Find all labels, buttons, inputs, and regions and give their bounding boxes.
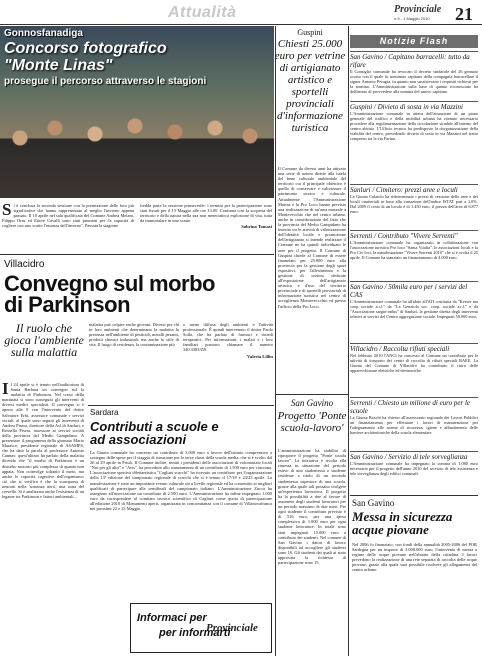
- article1-text-col1: i è conclusa la seconda sessione con la premiazione delle foto più significative che hanno rappresentato al meglio l'inverno appena passato. Il 10 aprile nel sala qualificata del Comune Andrea Melani, Filippo Orru ed Ettore Cavalli sono stati premiati per l'a capacità di cogliere con uno scatto l'essenza dell'inverno". Passata la stagione: [2, 203, 134, 229]
- flash-item-headline: Serrenti / Contributo "Vivere Serrenti": [350, 230, 478, 240]
- article2-text-col3: o meno diffusa degli ambienti e l'attività professionale. È quindi intervenuto il dottor Paolo Solla, che ha parlato di farmaci e rimedi terapeutici. Per informazioni, i malati e i loro familiari possono chiamare il numero 340.3383359.: [183, 322, 273, 353]
- flash-item: [350, 397, 478, 449]
- flash-item-body: La Giunta Boschi ha chiesto all'assessorato regionale dei Lavori Pubblici un finanziamento per effettuare i lavori di manutenzione per l'adeguamento alle norme di sicurezza, igiene e abbattimento delle barriere architettoniche della scuola elementare.: [350, 415, 478, 435]
- flash-item-headline: Sanluri / Cimitero: prezzi aree e loculi: [350, 184, 478, 194]
- flash-item-body: Nel febbraio 2010 l'ANCI ha concesso al Comune un contributo per le attività di trasporto dei centri di raccolta di rifiuti speciali RAEE. La Giunta del Comune di Villacidro ha contribuito il ritiro delle apparecchiature elettriche ed elettroniche.: [350, 353, 478, 373]
- article2-deck: Il ruolo che gioca l'ambiente sulla malattia: [4, 321, 84, 359]
- article5-text: L'amministrazione ha stabilito di riproporre il progetto "Ponte scuola lavoro". La iniziativa è rivolta alla rimessa in situazione del periodo estivo di uno studentessa o studente residente a titolo di un secondo studentessa superiore di una scuola, grazie alla quale tali possano svolgere un'esperienza lavorativa. Il progetto ha la possibilità a due al favore di assumere degli studenti lavoratori per un periodo massimo di due mesi. Per ogni studente il contributo previsto è di 516 euro, per una spesa complessiva di 1.000 euro per ogni studente lavoratore. In totale sono stati impegnati 15.000 euro a contributo dei studenti. Nel comune di San Gavino i datori di lavoro disponibili ad accogliere gli studenti sono 16. Gli studenti dai quali ai stato approvata la richiesta di partecipazione sono 15.: [278, 448, 346, 566]
- divider: [88, 405, 274, 406]
- article1-col2: [140, 203, 272, 229]
- photo-title-line1: Concorso fotografico: [4, 40, 167, 57]
- article5-body: [278, 448, 346, 654]
- photo-story-title: [4, 40, 167, 74]
- flash-item: [350, 230, 478, 278]
- flash-item-headline: San Gavino / Servizio di tele sorveglianza: [350, 451, 478, 461]
- page-header: [0, 0, 482, 22]
- article3-kicker: Sardara: [90, 408, 119, 417]
- flash-item-body: L'Amministrazione comunale ha organizzato in collaborazione con l'associazione turistica Pro loco "Santa Vitalia", le associazioni locali e la Pro Civ loci, la manifestazione "Vivere Serrenti 2010" che si è svolta il 25 aprile. Il Comune ha stanziato un finanziamento di 4.000 euro.: [350, 240, 478, 260]
- flash-item-body: L'Amministrazione comunale ha affidato all'ATI costituita da "Kesser ma coop sociale a.r.l." da "La Genziola soc. coop. sociale a.r.l." e da "Associazione sargin-onlus" di Sanluri, la gestione diretta degli interventi relativi ai servizi del Centro aggregazione sociale. Impegnati 50.000 euro.: [350, 299, 478, 319]
- flash-item-headline: Serrenti / Chiesto un milione di euro per le scuole: [350, 397, 478, 415]
- flash-item: [350, 343, 478, 395]
- divider: [276, 394, 348, 395]
- flash-item-headline: San Gavino / Capitano barracelli: tutto da rifare: [350, 51, 478, 69]
- divider: [350, 495, 478, 496]
- article2-col1: [2, 382, 84, 656]
- flash-item-body: L'Amministrazione comunale ha impegnato la somma di 1.080 euro necessaria per il progetto dell'anno 2010 del servizio di tele assistenza e tele sorveglianza degli edifici comunali.: [350, 461, 478, 476]
- dropcap: I: [2, 382, 9, 398]
- article4-body: [278, 166, 346, 390]
- article3-headline: [90, 420, 272, 446]
- article2-text-col2: malattia può colpire anche giovani. Diversi per chi in loro ambienti che determinano la malattia la presenza nell'ambiente di pesticidi, metalli pesanti, prodotti chimici industriali, ma anche lo stile di vita. Il luogo di residenza, la contaminazione più: [89, 322, 179, 348]
- photo-story-kicker: Gonnosfanadiga: [4, 28, 83, 39]
- flash-item-body: Il Consiglio comunale ha revocato il decreto sindacale del 26 gennaio scorso con il quale fu nominato capitano della compagnia barracellare il signor Antonio Perugia, in quanto non sussistevano i requisiti richiesti per la nomina. L'Amministrazione sulla base di quanto riconosciuto ha deliberato di provvedere alla nomina del nuovo capitano.: [350, 69, 478, 94]
- article4-text: Il Comune da diversi anni ha attivato una serie di azioni dirette alla tutela del bene culturale ambientale del territorio cui il principale obiettivo è quello di conservare e valorizzare il patrimonio storico e culturale. Attualmente l'Amministrazione Marras e la Pro Loco hanno previsto una realizzazione di un'area museale a Montevecchio che nel centro urbano, anche in considerazione del fatto che la provincia del Medio Campidano ha inserito tra le attività di valorizzazione dell'identità locale e promozione dell'artigianato si intende realizzare il Comune ne ha quindi individuato le aree per il progetto. Il Comune di Guspini chiede al Comune di essere finanziato per 25.000 euro alla provincia per la gestione degli spazi espositivi, per l'allestimento e la gestione di sezioni dedicate all'esposizione dell'artigianato artistico e d'uso del territorio provinciale e di sportelli provinciali di informazione turistica nel centro di accoglienza Monteveccchio ed presso l'ufficio della Pro Loco.: [278, 166, 346, 309]
- section-title: Attualità: [168, 4, 237, 21]
- notizie-flash-header: Notizie Flash: [350, 35, 478, 48]
- article3-text: La Giunta comunale ha concesso un contributo di 3.000 euro a favore dell'istituto comprensivo a sostegno delle spese per il viaggio di istruzione per le terze classi della scuola media, che si è svolto dal 26 al 29 aprile in Friuli. Il Comune inoltre, sentiti i presidenti delle associazioni di volontariato locali "Noi per gli altri" e "Avis", ha proceduto allo stanziamento di un contributo di 1.500 euro per ciascuna. L'associazione sportiva dilettantistica "Cagliari scacchi" ha ricevuto un contributo per l'organizzazione della 13ª edizione del campionato regionale di scacchi che si è tenuto il 17/18 e 24/25 aprile. La manifestazione è stato un importante evento culturale sia a livello regionale ed ha consentito ai migliori qualificati di partecipare alle semifinali del campionato italiano. L'Amministrazione Zucca ha assegnato all'associazione un contributo di 2.500 euro. L'Amministrazione ha infine impegnato 1.000 euro da corrispondere al comitato tecnico scientifico di Cagliari come quota di partecipazione all'edizione 2010 di Monumenti aperti, organizzata in concomitanza con il comune di Villanovafranca nei prossimi 22 e 23 Maggio.: [90, 450, 272, 512]
- flash-item: [350, 281, 478, 341]
- article2-col3: [183, 322, 273, 402]
- photo-story-subtitle: prosegue il percorso attraverso le stagioni: [4, 76, 207, 87]
- article3-body: [90, 450, 272, 598]
- flash-item-body: La Giunta Calaiolo ha rideterminato i prezzi di cessione delle aree e dei loculi cimiteriali in base alla variazione dell'indice ISTAT pari a 1,0%. Dal 2009 il costo di un loculo è di 1.450 euro, il prezzo dell'area di 6.877 euro.: [350, 194, 478, 214]
- flash-item-headline: Guspini / Divieto di sosta in via Mazzini: [350, 101, 478, 111]
- byline: Sabrina Tomasi: [241, 224, 272, 230]
- issue-date: n.9 - 1 Maggio 2010: [394, 16, 430, 21]
- article6-text: Nel 2006 fu finanziato, con fondi della annualità 2005-2006 del POR Sardegna per un importo di 3.000.000 euro, l'intervento di messa a regime delle acque piovane nell'abitato della cittadina. I lavori prevedono la realizzazione di una rete separata di raccolta delle acque piovane, grazie alla quale sarà possibile risolvere gli allagamenti del centro urbano.: [352, 542, 477, 573]
- article4-headline: Chiesti 25.000 euro per vetrine di artigianato artistico e sportelli provinciali d'informazione turistica: [274, 38, 346, 134]
- article4-kicker: Guspini: [297, 28, 323, 37]
- flash-item-headline: San Gavino / 50mila euro per i servizi del CAS: [350, 281, 478, 299]
- masthead-logo: Provinciale: [394, 4, 442, 15]
- photo-title-line2: "Monte Linas": [4, 57, 113, 74]
- article2-col2: [89, 322, 179, 402]
- dropcap: S: [2, 200, 12, 219]
- article6-body: [352, 542, 477, 654]
- article1-col1: [2, 200, 134, 229]
- photo-story-image: [0, 26, 274, 198]
- article2-headline: [4, 273, 274, 315]
- headline-line2: ad associazioni: [90, 432, 187, 447]
- column-separator: [348, 26, 349, 656]
- article6-kicker: San Gavino: [352, 498, 395, 508]
- headline-line2: di Parkinson: [4, 292, 131, 317]
- article2-text-col1: l 24 aprile si è tenuto nell'auditorium di Santa Barbara un convegno sul la malattia di Parkinson. Nel corso della mattinata si sono susseguiti gli interventi di diversi medici specialisti. Il convegno si è aperto alle 9 con l'intervento del dottor Salvatore Erbì, assessore comunale r servizi sociali, al quale sono seguiti gli interventi di Andrea Pisera, direttore della Asl di Sanluri, e Rossella Pisera, assessore ai servizi sociali della provincia del Medio Campidano. A presentare il programma della giornata Mario Marasco, presidente regionale di ASAMPS, che ha dato la parola al professore Antonio Cannas: quest'ultimo ha parlato della malattia dicendo che "il morbo di Parkinson è un disturbo motorio più complesso di quanto non appaia. Non coinvolge soltanto il moto, ma anche le capacità cognitive dell'organismo; ciò che si verifica è che la scomparsa di neuroni nella 'sostanza nera', una zona del cervello. Si è analizzata anche l'esistenza di un legame tra Parkinson e fattori ambientali...: [2, 382, 84, 500]
- headline-line1: Convegno sul morbo: [4, 271, 215, 296]
- page-number: 21: [455, 4, 473, 24]
- group-photo: [0, 98, 274, 198]
- article2-kicker: Villacidro: [4, 259, 45, 270]
- flash-item: [350, 51, 478, 99]
- ad-line1: Informaci per: [137, 612, 207, 624]
- article5-kicker: San Gavino: [290, 398, 334, 408]
- flash-item: [350, 184, 478, 228]
- byline: Valeria Lillin: [247, 353, 273, 359]
- flash-item-headline: Villacidro / Raccolta rifiuti speciali: [350, 343, 478, 353]
- article5-headline: Progetto 'Ponte scuola-lavoro': [277, 410, 347, 434]
- divider: [0, 254, 274, 255]
- ad-logo: Provinciale: [206, 622, 258, 634]
- flash-item: [350, 451, 478, 493]
- flash-item: [350, 101, 478, 181]
- article4-header: [274, 28, 346, 134]
- header-divider: [0, 24, 482, 25]
- headline-line1: Contributi a scuole e: [90, 419, 219, 434]
- ad-line2: per informarti: [159, 627, 231, 639]
- article6-headline: Messa in sicurezza acque piovane: [352, 509, 453, 537]
- flash-item-body: L'Amministrazione comunale in attesa dell'attuazione di un piano generale del traffico e della mobilità urbana ha ritenuto necessario procedere alla regolamentazione della circolazione stradale all'interno del centro abitato. L'Ufficio tecnico ha predisposto la riorganizzazione della viabilità del centro, prevedendo divieto di sosta in via Mazzini nel tratto compreso tra la via Farina.: [350, 111, 478, 141]
- article1-text-col2: fredda parte la sessione primaverile: i termini per la partecipazione sono stati fissati per il 15 Maggio alle ore 13.00. Continua così la scoperta del territorio e della natura nella sua non meteriaticca esplosione di vita, tutta da immortalare in uno scatto.: [140, 203, 272, 224]
